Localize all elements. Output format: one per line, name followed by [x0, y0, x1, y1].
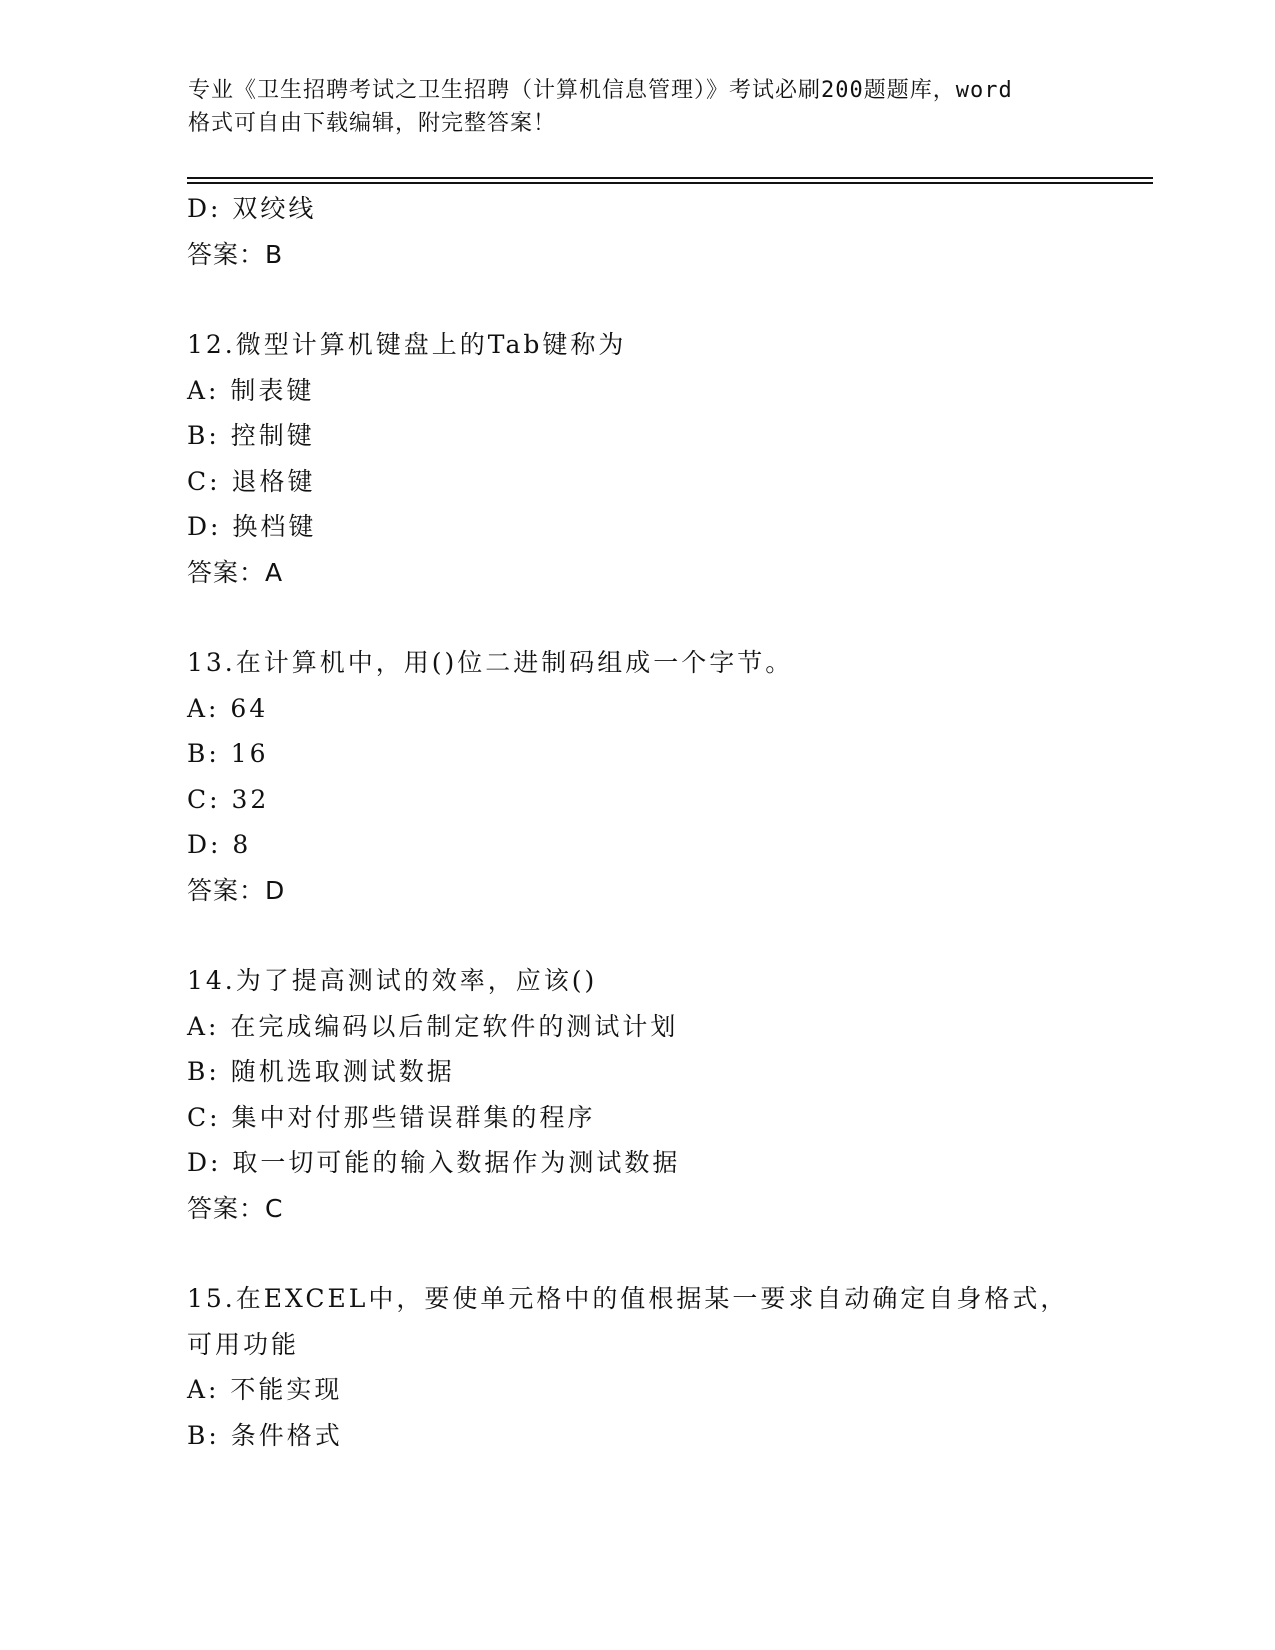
option-d: D: 取一切可能的输入数据作为测试数据: [187, 1148, 681, 1177]
spacer: [187, 1231, 1117, 1276]
question-12: [187, 322, 1117, 595]
option-b: B: 随机选取测试数据: [187, 1057, 455, 1086]
question-15: [187, 1276, 1117, 1458]
header-line-2: 格式可自由下载编辑，附完整答案！: [188, 111, 557, 136]
option-b: B: 16: [187, 739, 269, 768]
prev-option-d: D: 双绞线: [187, 194, 317, 223]
question-stem-line-2: 可用功能: [187, 1329, 300, 1359]
option-c: C: 32: [187, 784, 270, 814]
document-body: [187, 186, 1117, 1458]
option-b: B: 条件格式: [187, 1420, 343, 1450]
question-stem: 12.微型计算机键盘上的Tab键称为: [187, 330, 627, 359]
option-a: A: 在完成编码以后制定软件的测试计划: [187, 1011, 679, 1041]
spacer: [187, 277, 1117, 322]
answer: 答案：D: [187, 875, 286, 905]
header-rule-top: [187, 177, 1153, 179]
question-stem-line-1: 15.在EXCEL中，要使单元格中的值根据某一要求自动确定自身格式，: [187, 1284, 1069, 1313]
option-d: D: 换档键: [187, 512, 317, 541]
option-a: A: 不能实现: [187, 1375, 343, 1404]
option-d: D: 8: [187, 830, 252, 859]
option-a: A: 64: [187, 693, 269, 723]
option-a: A: 制表键: [187, 375, 315, 405]
option-c: C: 集中对付那些错误群集的程序: [187, 1102, 596, 1132]
document-header: [188, 74, 1088, 140]
header-line-1: 专业《卫生招聘考试之卫生招聘（计算机信息管理）》考试必刷200题题库，word: [188, 78, 1013, 103]
option-b: B: 控制键: [187, 421, 315, 450]
option-c: C: 退格键: [187, 466, 316, 496]
prev-answer: 答案：B: [187, 239, 284, 269]
header-rule-bottom: [187, 182, 1153, 184]
spacer: [187, 913, 1117, 958]
question-stem: 14.为了提高测试的效率，应该(): [187, 966, 598, 995]
question-13: [187, 640, 1117, 913]
spacer: [187, 595, 1117, 640]
answer: 答案：A: [187, 557, 284, 587]
answer: 答案：C: [187, 1193, 284, 1223]
question-stem: 13.在计算机中，用()位二进制码组成一个字节。: [187, 648, 794, 677]
question-14: [187, 958, 1117, 1231]
